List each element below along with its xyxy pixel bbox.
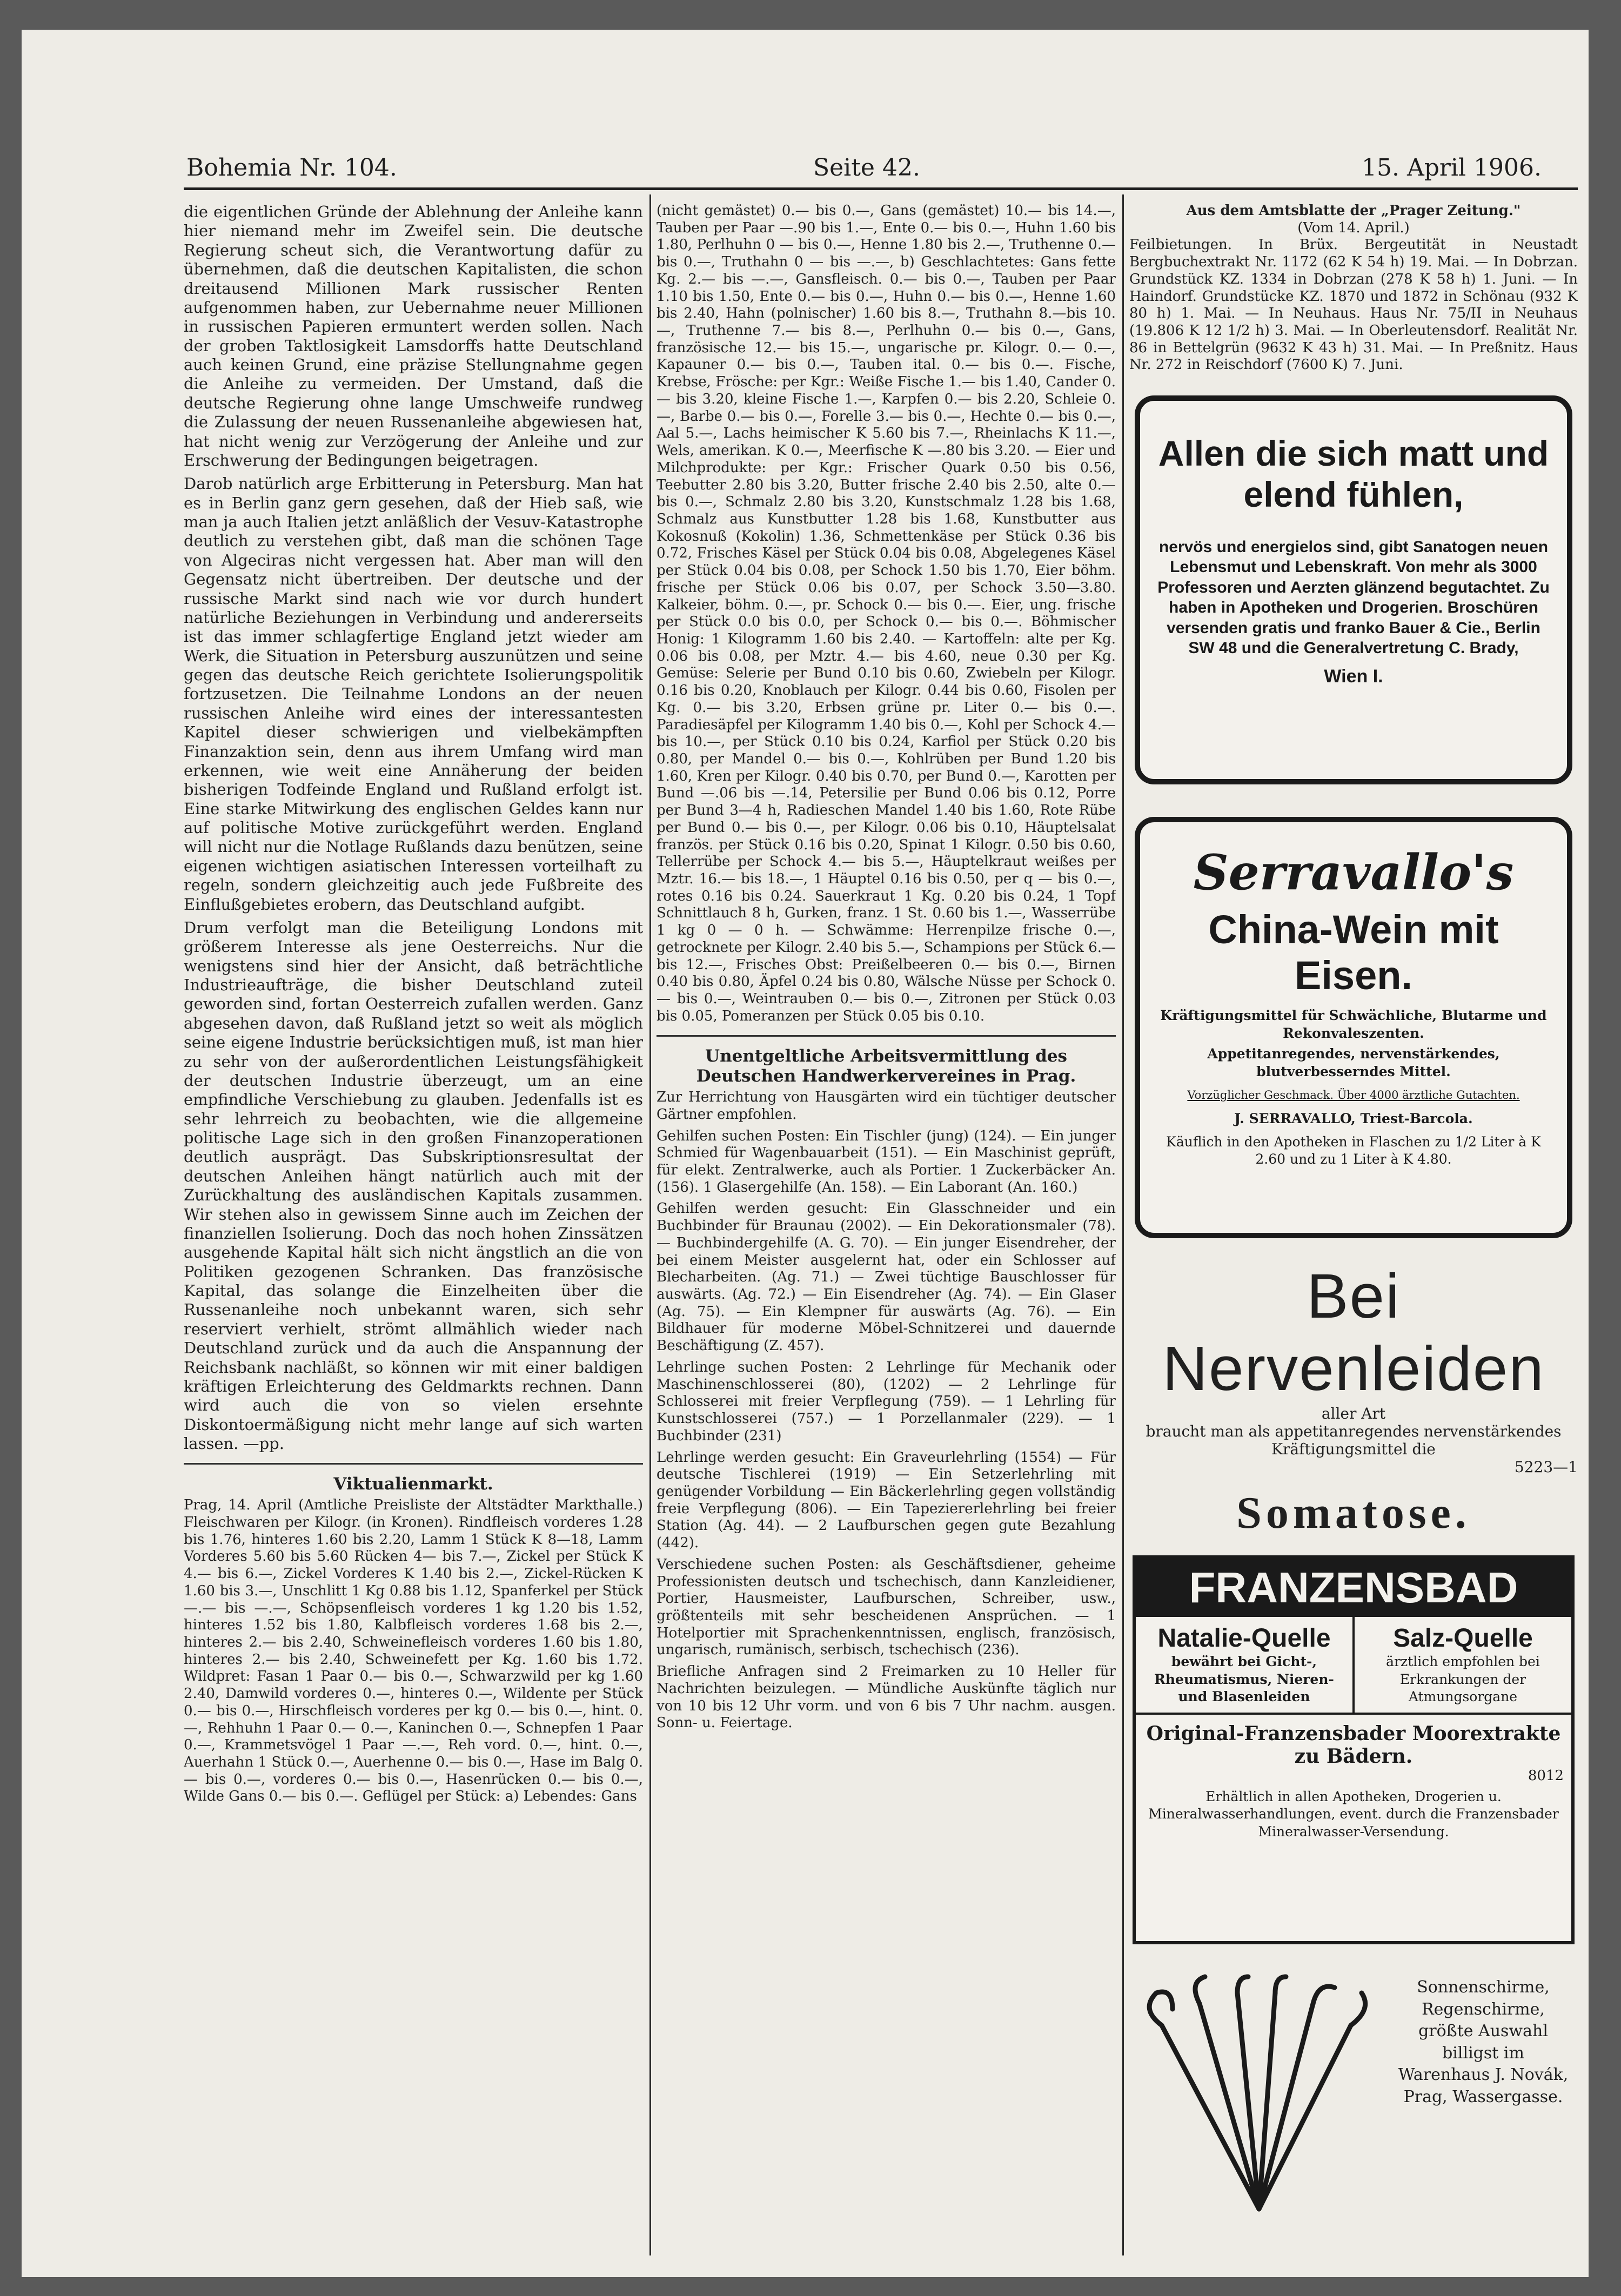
market-paragraph: Prag, 14. April (Amtliche Preisliste der Altstädter Markthalle.) Fleischwaren per Kilogr. (in Kronen). Rindfleisch vorderes 1.28 bis 1.76, hinteres 1.60 bis 2.20, Lamm 1 Stück K 8—18, Lamm Vorderes 5.60 bis 5.60 Rücken 4— bis 7.—, Zickel per Stück K 4.— bis 6.—, Zickel Vorderes K 1.40 bis 2.—, Zickel-Rücken K 1.60 bis 3.—, Unschlitt 1 Kg 0.88 bis 1.12, Spanferkel per Stück —.— bis —.—, Schöpsenfleisch vorderes 1 kg 1.20 bis 1.52, hinteres 1.52 bis 1.80, Kalbfleisch vorderes 1.68 bis 2.—, hinteres 2.— bis 2.40, Schweinefleisch vorderes 1.60 bis 1.80, hinteres 2.— bis 2.40, Schweinefett per Kg. 1.60 bis 1.72. Wildpret: Fasan 1 Paar 0.— bis 0.—, Schwarzwild per kg 1.60 2.40, Damwild vorderes 0.—, hinteres 0.—, Wildente per Stück 0.— bis 0.—, Hirschfleisch vorderes per kg 0.— bis 0.—, hint. 0.—, Rehhuhn 1 Paar 0.— 0.—, Kaninchen 0.—, Schnepfen 1 Paar 0.—, Krammetsvögel 1 Paar —.—, Reh vord. 0.—, hint. 0.—, Auerhahn 1 Stück 0.—, Auerhenne 0.— bis 0.—, Hase im Balg 0.— bis 0.—, vorderes 0.— bis 0.—, Hasenrücken 0.— bis 0.—, Wilde Gans 0.— bis 0.—. Geflügel per Stück: a) Lebendes: Gans bbox=[184, 1497, 643, 1805]
spring-name: Natalie-Quelle bbox=[1157, 1624, 1331, 1653]
ad-footer: Erhältlich in allen Apotheken, Drogerien u. Mineralwasserhandlungen, event. durch die Franzensbader Mineralwasser-Versendung. bbox=[1148, 1788, 1559, 1840]
newspaper-page bbox=[22, 30, 1589, 2277]
jobs-paragraph: Gehilfen suchen Posten: Ein Tischler (jung) (124). — Ein junger Schmied für Wagenbauarbeit (151). — Ein Maschinist geprüft, für elekt. Zentralwerke, auch als Portier. 1 Zuckerbäcker An. (156). 1 Glasergehilfe (An. 158). — Ein Laborant (An. 160.) bbox=[657, 1127, 1116, 1196]
jobs-section-title: Unentgeltliche Arbeitsvermittlung des Deutschen Handwerkervereines in Prag. bbox=[696, 1046, 1076, 1086]
ad-line: Appetitanregendes, nervenstärkendes, blutverbesserndes Mittel. bbox=[1207, 1046, 1500, 1079]
market-paragraph: (nicht gemästet) 0.— bis 0.—, Gans (gemästet) 10.— bis 14.—, Tauben per Paar —.90 bis 1.—, Ente 0.— bis 0.—, Huhn 1.60 bis 1.80, Perlhuhn 0 — bis 0.—, Henne 1.80 bis 2.—, Truthenne 0.— bis 0.—, Truthahn 0 — bis —.—, b) Geschlachtetes: Gans fette Kg. 2.— bis —.—, Gansfleisch. 0.— bis 0.—, Tauben per Paar 1.10 bis 1.50, Ente 0.— bis 0.—, Huhn 0.— bis 0.—, Henne 1.60 bis 2.40, Hahn (polnischer) 1.60 bis 8.—, Truthahn 8.—bis 10.—, Truthenne 7.— bis 8.—, Perlhuhn 0.— bis 0.—, Gans, französische 12.— bis 15.—, ungarische pr. Kilogr. 0.— 0.—, Kapauner 0.— bis 0.—, Tauben ital. 0.— bis 0.—. Fische, Krebse, Frösche: per Kgr.: Weiße Fische 1.— bis 1.40, Cander 0.— bis 3.20, kleine Fische 1.—, Karpfen 0.— bis 2.20, Schleie 0.—, Barbe 0.— bis 0.—, Forelle 3.— bis 0.—, Hechte 0.— bis 0.—, Aal 5.—, Lachs heimischer K 5.60 bis 7.—, Rheinlachs K 11.—, Wels, amerikan. K 0.—, Meerfische K —.80 bis 3.20. — Eier und Milchprodukte: per Kgr.: Frischer Quark 0.50 bis 0.56, Teebutter 2.80 bis 3.20, Butter frische 2.40 bis 2.50, alte 0.— bis 0.—, Schmalz 2.80 bis 3.20, Kunstschmalz 1.28 bis 1.68, Schmalz aus Kunstbutter 1.28 bis 1.68, Kunstbutter aus Kokosnuß (Kokolin) 1.36, Schmettenkäse per Stück 0.36 bis 0.72, Frisches Käsel per Stück 0.04 bis 0.08, Abgelegenes Käsel per Stück 0.04 bis 0.08, per Schock 1.50 bis 1.70, Eier böhm. frische per Stück 0.06 bis 0.07, per Schock 3.50—3.80. Kalkeier, böhm. 0.—, pr. Schock 0.— bis 0.—. Eier, ung. frische per Stück 0.0 bis 0.0, per Schock 0.— bis 0.—. Böhmischer Honig: 1 Kilogramm 1.60 bis 2.40. — Kartoffeln: alte per Kg. 0.06 bis 0.08, per Mztr. 4.— bis 4.60, neue 0.30 per Kg. Gemüse: Selerie per Bund 0.10 bis 0.60, Zwiebeln per Kilogr. 0.16 bis 0.20, Knoblauch per Kilogr. 0.44 bis 0.60, Fisolen per Kg. 0.— bis 3.20, Erbsen grüne pr. Liter 0.— bis 0.—. Paradiesäpfel per Kilogramm 1.40 bis 0.—, Kohl per Schock 4.— bis 10.—, per Stück 0.10 bis 0.24, Karfiol per Stück 0.20 bis 0.80, per Mandel 0.— bis 0.—, Kohlrüben per Bund 1.20 bis 1.60, Kren per Kilogr. 0.40 bis 0.70, per Bund 0.—, Karotten per Bund —.06 bis —.14, Petersilie per Bund 0.06 bis 0.12, Porre per Bund 3—4 h, Radieschen Mandel 1.40 bis 1.60, Rote Rübe per Bund 0.— bis 0.—, per Kilogr. 0.06 bis 0.10, Häuptelsalat französ. per Stück 0.16 bis 0.20, Spinat 1 Kilogr. 0.50 bis 0.60, Tellerrübe per Schock 4.— bis 5.—, Häuptelkraut weißes per Mztr. 16.— bis 18.—, 1 Häuptel 0.16 bis 0.50, per q — bis 0.—, rotes 0.16 bis 0.24. Sauerkraut 1 Kg. 0.20 bis 0.24, 1 Topf Schnittlauch 8 h, Gurken, franz. 1 St. 0.60 bis 1.—, Wasserrübe 1 kg 0 — 0 h. — Schwämme: Herrenpilze frische 0.—, getrocknete per Kilogr. 2.40 bis 5.—, Schampions per Stück 6.— bis 12.—, Frisches Obst: Preißelbeeren 0.— bis 0.—, Birnen 0.40 bis 0.80, Äpfel 0.24 bis 0.80, Wälsche Nüsse per Schock 0.— bis 0.—, Weintrauben 0.— bis 0.—, Zitronen per Stück 0.03 bis 0.05, Pomeranzen per Stück 0.05 bis 0.10. bbox=[657, 203, 1116, 1024]
article-paragraph: Darob natürlich arge Erbitterung in Petersburg. Man hat es in Berlin ganz gern gesehen, daß der Hieb saß, wie man ja auch Italien jetzt anläßlich der Vesuv-Katastrophe deutlich zu verstehen gibt, daß man die schönen Tage von Algeciras nicht vergessen hat. Aber man will den Gegensatz nicht übertreiben. Der deutsche und der russische Markt sind nach wie vor durch hundert natürliche Beziehungen in Verbindung und andererseits ist das immer schlagfertige England jetzt wieder am Werk, die Situation in Petersburg auszunützen und seine gegen das deutsche Reich gerichtete Isolierungspolitik fortzusetzen. Die Teilnahme Londons an der neuen russischen Anleihe wird eines der interessantesten Kapitel dieser schwierigen und vielbekämpften Finanzaktion sein, denn aus ihrem Umfang wird man erkennen, wie weit eine Annäherung der beiden bisherigen Todfeinde England und Rußland erfolgt ist. Eine starke Mitwirkung des englischen Geldes kann nur auf politische Motive zurückgeführt werden. England will nicht nur die Notlage Rußlands dazu benützen, seine eigenen wichtigen asiatischen Interessen vorteilhaft zu regeln, sondern gleichzeitig auch jede Fußbreite des Einflußgebietes erobern, das Deutschland aufgibt. bbox=[184, 474, 643, 914]
market-section-title: Viktualienmarkt. bbox=[333, 1474, 493, 1494]
jobs-paragraph: Gehilfen werden gesucht: Ein Glasschneider und ein Buchbinder für Braunau (2002). — Ein Dekorationsmaler (78). — Buchbindergehilfe (A. G. 70). — Ein junger Eisendreher, der bei einem Meister ausgelernt hat, oder ein Schlosser auf Blecharbeiten. (Ag. 71.) — Zwei tüchtige Bauschlosser für auswärts. (Ag. 72.) — Ein Eisendreher (Ag. 74). — Ein Glaser (Ag. 75). — Ein Klempner für auswärts (Ag. 76). — Ein Bildhauer für moderne Möbel-Schnitzerei und dauernde Beschäftigung (Z. 457). bbox=[657, 1200, 1116, 1354]
amtsblatt-date: (Vom 14. April.) bbox=[1297, 219, 1410, 236]
ad-maker: J. SERRAVALLO, Triest-Barcola. bbox=[1234, 1111, 1473, 1127]
page-number: Seite 42. bbox=[813, 154, 920, 182]
ad-line: Kräftigungsmittel für Schwächliche, Blutarme und Rekonvaleszenten. bbox=[1160, 1008, 1547, 1041]
franzensbad-ad bbox=[1133, 1555, 1575, 1944]
jobs-paragraph: Zur Herrichtung von Hausgärten wird ein tüchtiger deutscher Gärtner empfohlen. bbox=[657, 1089, 1116, 1123]
ad-ref: 5223—1 bbox=[1514, 1458, 1578, 1476]
spring-text: ärztlich empfohlen bei Erkrankungen der Atmungsorgane bbox=[1386, 1654, 1540, 1705]
masthead-left: Bohemia Nr. 104. bbox=[186, 154, 397, 182]
ad-ref: 8012 bbox=[1528, 1767, 1564, 1784]
jobs-paragraph: Verschiedene suchen Posten: als Geschäftsdiener, geheime Professionisten deutsch und tschechisch, dann Kanzleidiener, Portier, Hausmeister, Laufburschen, Schreiber, usw., größtenteils mit sehr bescheidenen Ansprüchen. — 1 Hotelportier mit Sprachenkenntnissen, englisch, französisch, ungarisch, rumänisch, serbisch, tschechisch (236). bbox=[657, 1556, 1116, 1659]
section-rule bbox=[184, 1463, 643, 1465]
spring-columns bbox=[1136, 1617, 1571, 1715]
ad-line: aller Art bbox=[1321, 1405, 1386, 1423]
ad-text: Sonnenschirme, Regenschirme, größte Auswahl billigst im Warenhaus J. Novák, Prag, Wassergasse. bbox=[1398, 1978, 1569, 2106]
ad-product: China-Wein mit Eisen. bbox=[1208, 907, 1499, 998]
ad-brand: Serravallo's bbox=[1193, 844, 1514, 902]
amtsblatt-title: Aus dem Amtsblatte der „Prager Zeitung." bbox=[1186, 203, 1521, 219]
spring-text: bewährt bei Gicht-, Rheumatismus, Nieren- und Blasenleiden bbox=[1154, 1654, 1334, 1705]
ad-city: Wien I. bbox=[1324, 666, 1383, 687]
spring-name: Salz-Quelle bbox=[1393, 1624, 1533, 1653]
issue-date: 15. April 1906. bbox=[1362, 154, 1542, 182]
header-rule bbox=[184, 187, 1578, 190]
column-divider bbox=[649, 194, 651, 2255]
amtsblatt-notice bbox=[1129, 203, 1578, 374]
umbrella-ad bbox=[1129, 1961, 1578, 2220]
ad-headline: Bei Nervenleiden bbox=[1162, 1261, 1545, 1404]
column-politics bbox=[184, 203, 643, 2272]
article-paragraph: Drum verfolgt man die Beteiligung Londons mit größerem Interesse als jene Oesterreichs. Nur die wenigstens sind hier der Ansicht, daß beträchtliche Industrieaufträge, die bisher Deutschland zuteil geworden sind, fortan Oesterreich zufallen werden. Ganz abgesehen davon, daß Rußland jetzt so weit als möglich seine eigene Industrie berücksichtigen muß, ist man hier zu sehr von der außerordentlichen Leistungsfähigkeit der deutschen Industrie überzeugt, um an eine empfindliche Verschiebung zu glauben. Jedenfalls ist es sehr lehrreich zu beobachten, wie die allgemeine politische Lage sich in den großen Finanzoperationen deutlich ausprägt. Das Subskriptionsresultat der deutschen Anleihen hängt natürlich auch mit der Zurückhaltung des ausländischen Kapitals zusammen. Wir stehen also in gewissem Sinne auch im Zeichen der finanziellen Isolierung. Doch das noch hohen Zinssätzen ausgehende Kapital hält sich nicht ängstlich an die von Politiken gezogenen Schranken. Das französische Kapital, das solange die Einzelheiten über die Russenanleihe noch unbekannt waren, sich sehr reserviert verhielt, strömt allmählich wieder nach Deutschland zurück und da auch die Anspannung der Reichsbank nachläßt, so können wir mit einer baldigen kräftigen Erleichterung des Geldmarkts rechnen. Dann wird auch die von so vielen ersehnte Diskontoermäßigung nicht mehr lange auf sich warten lassen. —pp. bbox=[184, 918, 643, 1453]
amtsblatt-text: Feilbietungen. In Brüx. Bergeutität in Neustadt Bergbuchextrakt Nr. 1172 (62 K 54 h) 19. Mai. — In Dobrzan. Grundstück KZ. 1334 in Dobrzan (278 K 58 h) 1. Juni. — In Haindorf. Grundstücke KZ. 1870 und 1872 in Schönau (932 K 80 h) 1. Mai. — In Neuhaus. Haus Nr. 75/II in Neuhaus (19.806 K 12 1/2 h) 3. Mai. — In Oberleutensdorf. Realität Nr. 86 in Bettelgrün (9632 K 43 h) 31. Mai. — In Preßnitz. Haus Nr. 272 in Reischdorf (7600 K) 7. Juni. bbox=[1129, 237, 1578, 373]
ad-price: Käuflich in den Apotheken in Flaschen zu 1/2 Liter à K 2.60 und zu 1 Liter à K 4.80. bbox=[1166, 1133, 1541, 1167]
column-divider bbox=[1122, 194, 1124, 2255]
ad-moor: Original-Franzensbader Moorextrakte zu Bädern. bbox=[1146, 1722, 1561, 1768]
ad-body: nervös und energielos sind, gibt Sanatogen neuen Lebensmut und Lebenskraft. Von mehr als 3000 Professoren und Aerzten glänzend begutachtet. Zu haben in Apotheken und Drogerien. Broschüren versenden gratis und franko Bauer & Cie., Berlin SW 48 und die Generalvertretung C. Brady, bbox=[1157, 538, 1550, 657]
serravallo-ad bbox=[1135, 817, 1572, 1238]
spring-right bbox=[1355, 1617, 1571, 1713]
ad-brand: Somatose. bbox=[1236, 1488, 1471, 1539]
article-paragraph: die eigentlichen Gründe der Ablehnung der Anleihe kann hier niemand mehr im Zweifel sein. Die deutsche Regierung scheut sich, die Verantwortung dafür zu übernehmen, daß die deutschen Kapitalisten, die schon dreitausend Millionen Mark russischer Renten aufgenommen haben, zur Uebernahme neuer Millionen in russischen Papieren ermuntert werden sollen. Nach der groben Taktlosigkeit Lamsdorffs hatte Deutschland auch keinen Grund, eine präzise Stellungnahme gegen die Anleihe zu vermeiden. Der Umstand, daß die deutsche Regierung ohne lange Umschweife rundweg die Zulassung der neuen Russenanleihe abgewiesen hat, hat nicht wenig zur Verzögerung der Anleihe und zur Erschwerung der Bedingungen beigetragen. bbox=[184, 203, 643, 469]
ad-line: braucht man als appetitanregendes nervenstärkendes Kräftigungsmittel die bbox=[1146, 1422, 1562, 1459]
nerven-ad bbox=[1129, 1260, 1578, 1539]
jobs-paragraph: Briefliche Anfragen sind 2 Freimarken zu 10 Heller für Nachrichten beizulegen. — Mündliche Auskünfte täglich nur von 10 bis 12 Uhr vorm. und von 6 bis 7 Uhr nachm. ausgen. Sonn- u. Feiertage. bbox=[657, 1663, 1116, 1731]
sanatogen-ad bbox=[1135, 395, 1572, 784]
column-market bbox=[657, 203, 1116, 2272]
ad-headline: Allen die sich matt und elend fühlen, bbox=[1158, 433, 1549, 515]
ad-line: Vorzüglicher Geschmack. Über 4000 ärztliche Gutachten. bbox=[1187, 1089, 1520, 1102]
umbrella-icon bbox=[1129, 1961, 1389, 2220]
jobs-paragraph: Lehrlinge werden gesucht: Ein Graveurlehrling (1554) — Für deutsche Tischlerei (1919) — Ein Setzerlehrling mit genügender Vorbildung — Ein Bäckerlehrling gegen vollständig freie Verpflegung (806). — Ein Tapeziererlehrling bei freier Station (Ag. 44). — 2 Laufburschen gegen gute Bezahlung (442). bbox=[657, 1449, 1116, 1552]
ad-title: FRANZENSBAD bbox=[1136, 1559, 1571, 1617]
column-ads bbox=[1129, 203, 1578, 2272]
section-rule bbox=[657, 1035, 1116, 1037]
spring-left bbox=[1136, 1617, 1355, 1713]
jobs-paragraph: Lehrlinge suchen Posten: 2 Lehrlinge für Mechanik oder Maschinenschlosserei (80), (1202) — 2 Lehrlinge für Schlosserei mit freier Verpflegung (759). — 1 Lehrling für Kunstschlosserei (757.) — 1 Porzellanmaler (229). — 1 Buchbinder (231) bbox=[657, 1359, 1116, 1444]
